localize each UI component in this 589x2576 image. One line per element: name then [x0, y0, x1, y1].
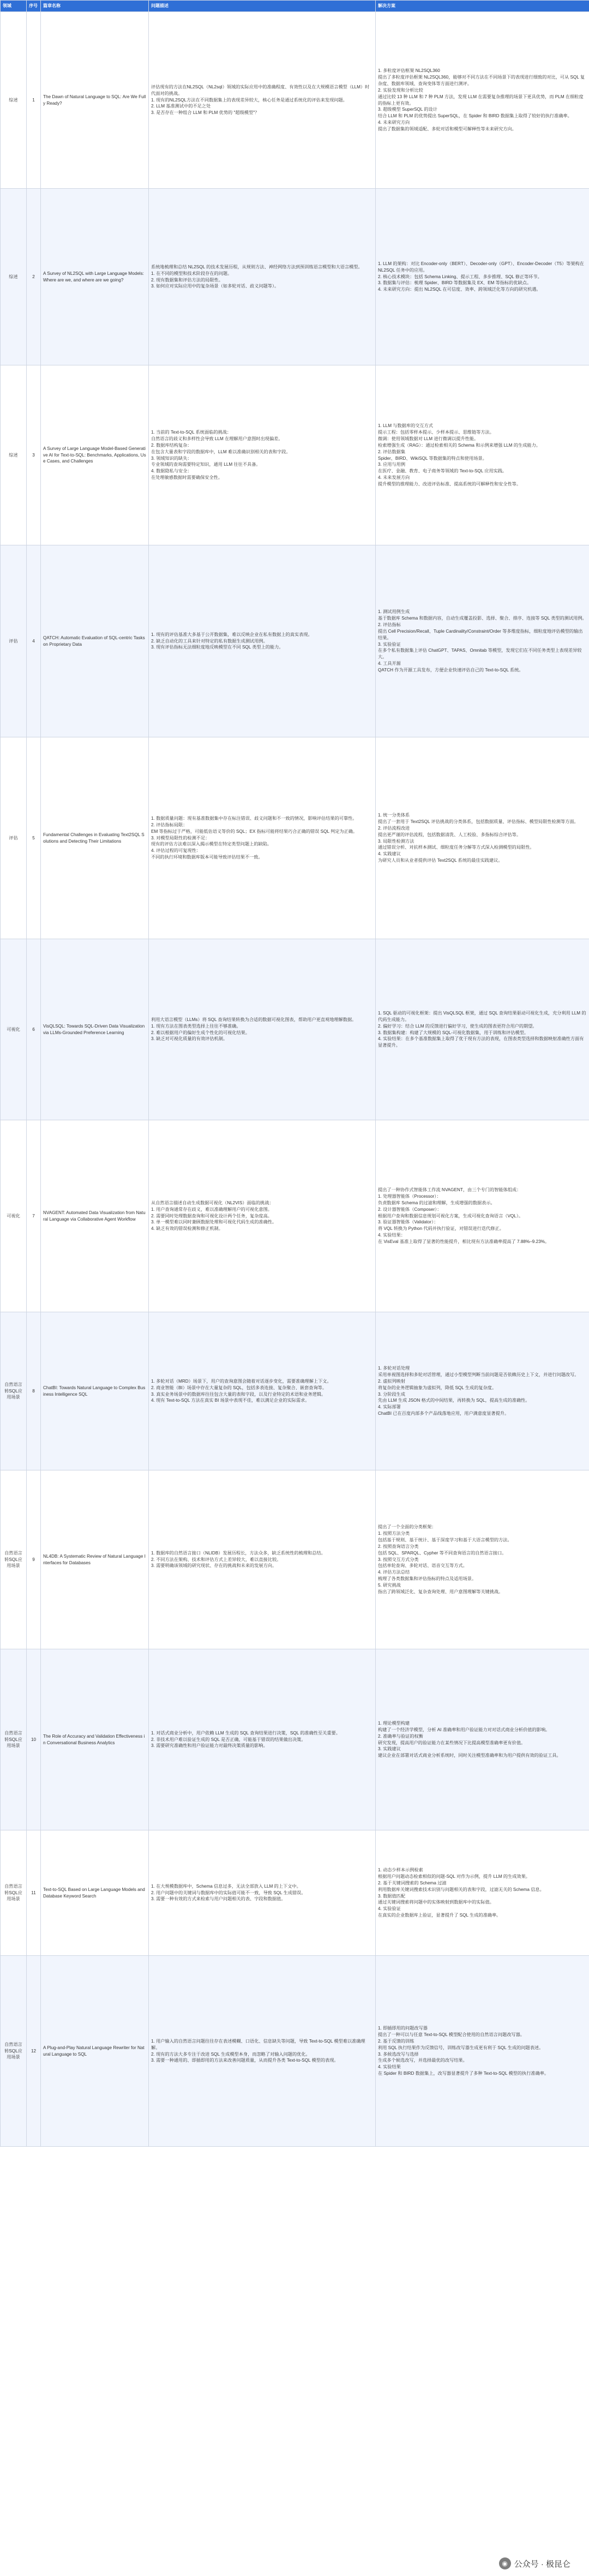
row-description — [149, 12, 376, 189]
description-line: 1. 在不同的模型和技术阶段存在的问题。 — [151, 271, 232, 276]
row-index: 11 — [27, 1830, 41, 1956]
solution-line: 2. 评估指标 — [378, 622, 401, 627]
description-line: 不同的执行环境和数据库版本可能导致评估结果不一致。 — [151, 855, 263, 860]
solution-line: 2. 基于关键词搜索的 Schema 过滤 — [378, 1880, 447, 1886]
solution-line: 负责数据库 Schema 的过滤和理解，生成增强的数据表示。 — [378, 1200, 495, 1205]
description-line: 2. 商业智能（BI）场景中存在大量复杂的 SQL，包括多表连接、复杂聚合、嵌套查询等。 — [151, 1385, 327, 1390]
table-body — [1, 12, 589, 2147]
solution-line: 在 Spider 和 BIRD 数据集上，改写器显著提升了多种 Text-to-SQL 模型的执行准确率。 — [378, 2071, 549, 2076]
table-row — [1, 545, 589, 737]
description-line: 3. 领域知识的缺失： — [151, 455, 192, 461]
solution-line: 4. 实际部署 — [378, 1404, 401, 1410]
solution-line: 基于数据库 Schema 和数据内容，自动生成覆盖投影、选择、聚合、排序、连接等 SQL 类型的测试用例。 — [378, 615, 587, 621]
description-line: 系统地梳理和总结 NL2SQL 的技术发展历程，从规则方法、神经网络方法到预训练语言模型和大语言模型。 — [151, 264, 363, 269]
solution-line: 提升模型的推理能力、改进评估标准、提高系统的可解释性和安全性等。 — [378, 482, 521, 487]
row-index: 8 — [27, 1312, 41, 1470]
description-line: 2. 需要同时处理数据查询和可视化设计两个任务，复杂度高。 — [151, 1213, 272, 1218]
solution-line: 3. 数据值匹配 — [378, 1893, 406, 1899]
solution-line: 根据用户问题动态检索相似的问题-SQL 对作为示例，提升 LLM 的生成效果。 — [378, 1874, 530, 1879]
description-line: 在处理敏感数据时需要确保安全性。 — [151, 475, 223, 481]
row-paper-name: A Plug-and-Play Natural Language Rewriter for Natural Language to SQL — [41, 1956, 149, 2147]
solution-line: 1. 测试用例生成 — [378, 609, 410, 615]
solution-line: 2. 设计器智能体（Composer）： — [378, 1206, 442, 1212]
solution-line: 4. 未来研究方向 — [378, 120, 410, 125]
description-line: 1. 对话式商业分析中，用户依赖 LLM 生成的 SQL 查询结果进行决策，SQL 的准确性至关重要。 — [151, 1730, 340, 1736]
row-description — [149, 365, 376, 545]
description-line: 2. 缺乏自动化的工具来针对特定的私有数据生成测试用例。 — [151, 638, 268, 644]
description-line: 3. 需要一种有效的方式来检索与用户问题相关的表、字段和数据值。 — [151, 1896, 286, 1902]
table-row — [1, 1312, 589, 1470]
solution-line: 在多个私有数据集上评估 ChatGPT、TAPAS、Omnitab 等模型，发现它们在不同任务类型上表现差异较大。 — [378, 648, 582, 660]
description-line: 3. 是否存在一种组合 LLM 和 PLM 优势的 "超级模型"？ — [151, 110, 260, 116]
row-category: 自然语言转SQL应用场景 — [1, 1830, 27, 1956]
description-line: EM 等指标过于严格，可能低估语义等价的 SQL；EX 指标可能将结果巧合正确的错误 SQL 判定为正确。 — [151, 828, 358, 834]
solution-line: 包括基于规则、基于统计、基于深度学习和基于大语言模型的方法。 — [378, 1537, 512, 1542]
solution-line: Spider、BIRD、WikiSQL 等数据集的特点和使用场景。 — [378, 455, 487, 461]
row-description — [149, 1120, 376, 1312]
watermark — [495, 2555, 575, 2572]
solution-line: 5. 研究挑战 — [378, 1583, 401, 1588]
solution-line: 包括单轮查询、多轮对话、语音交互等方式。 — [378, 1563, 467, 1569]
row-description — [149, 1649, 376, 1830]
table-row — [1, 1120, 589, 1312]
solution-line: 根据用户查询和数据信息规划可视化方案，生成可视化查询语言（VQL）。 — [378, 1213, 524, 1218]
description-line: 4. 评估过程的可复现性： — [151, 848, 201, 854]
description-line: 3. 现有评估指标无法细粒度地反映模型在不同 SQL 类型上的能力。 — [151, 645, 284, 650]
solution-line: 2. 按照查询语言分类 — [378, 1544, 419, 1549]
table-header-row — [1, 1, 589, 12]
solution-line: 通过关键词搜索将问题中的实体映射到数据库中的实际值。 — [378, 1900, 494, 1905]
row-solution — [376, 1120, 589, 1312]
table-row — [1, 939, 589, 1120]
wechat-icon: ◉ — [499, 2557, 511, 2569]
description-line: 利用大语言模型（LLMs）将 SQL 查询结果转换为合适的数据可视化图表，帮助用户更直观地理解数据。 — [151, 1017, 357, 1022]
solution-line: 通过错误分析、对抗样本测试、细粒度任务分解等方式深入检测模型的局限性。 — [378, 845, 534, 850]
row-index: 4 — [27, 545, 41, 737]
solution-line: 2. 实验发现和分析比较 — [378, 87, 423, 93]
row-index: 1 — [27, 12, 41, 189]
row-solution — [376, 189, 589, 365]
solution-line: 提出 Cell Precision/Recall、Tuple Cardinality/Constraint/Order 等多维度指标，细粒度地评估模型的输出结果。 — [378, 628, 583, 640]
description-line: 3. 缺乏对可视化质量的有效评估机制。 — [151, 1036, 228, 1042]
header-index: 序号 — [27, 1, 41, 12]
solution-line: 提出了一套用于 Text2SQL 评估挑战的分类体系，包括数据质量、评估指标、模型局限性检测等方面。 — [378, 819, 579, 824]
solution-line: 2. 评估数据集 — [378, 449, 406, 454]
solution-line: 提出了一种可以与任意 Text-to-SQL 模型配合使用的自然语言问题改写器。 — [378, 2032, 525, 2037]
description-line: 1. 在大规模数据库中，Schema 信息过多，无法全部放入 LLM 的上下文中。 — [151, 1883, 301, 1889]
solution-line: 3. 局限性检测方法 — [378, 838, 414, 844]
solution-line: 为研究人员和从业者提供评估 Text2SQL 系统的最佳实践建议。 — [378, 858, 503, 863]
row-index: 7 — [27, 1120, 41, 1312]
table-row — [1, 365, 589, 545]
row-description — [149, 189, 376, 365]
description-line: 1. 多轮对话（MRD）场景下，用户的查询意图会随着对话逐步变化，需要准确理解上下文。 — [151, 1378, 332, 1384]
header-name: 篇章名称 — [41, 1, 149, 12]
row-category: 自然语言转SQL应用场景 — [1, 1956, 27, 2147]
solution-line: 结合 LLM 和 PLM 的优势提出 SuperSQL，在 Spider 和 BIRD 数据集上取得了较好的执行准确率。 — [378, 113, 572, 119]
row-solution — [376, 939, 589, 1120]
row-index: 10 — [27, 1649, 41, 1830]
row-category: 可视化 — [1, 939, 27, 1120]
solution-line: 3. 多候选改写与选择 — [378, 2051, 419, 2057]
table-row — [1, 189, 589, 365]
solution-line: 2. 偏好学习：结合 LLM 的反馈进行偏好学习，使生成的图表更符合用户的期望。 — [378, 1023, 537, 1029]
row-category: 自然语言转SQL应用场景 — [1, 1649, 27, 1830]
row-paper-name: QATCH: Automatic Evaluation of SQL-centric Tasks on Proprietary Data — [41, 545, 149, 737]
table-row — [1, 737, 589, 939]
solution-line: 利用 SQL 执行结果作为反馈信号，训练改写器生成更有利于 SQL 生成的问题表述。 — [378, 2045, 544, 2050]
description-line: 2. LLM 基准测试中的不足之处 — [151, 104, 211, 109]
description-line: 现有的评估方法难以深入揭示模型在特定类型问题上的缺陷。 — [151, 842, 272, 847]
solution-line: 微调：使用领域数据对 LLM 进行微调以提升性能。 — [378, 436, 479, 441]
solution-line: 3. 数据集构建：构建了大规模的 SQL-可视化数据集，用于训练和评估模型。 — [378, 1030, 529, 1035]
row-paper-name: VisQLSQL: Towards SQL-Driven Data Visualization via LLMs-Grounded Preference Learning — [41, 939, 149, 1120]
description-line: 评估现有的方法在NL2SQL（NL2sql）领域的实际应用中的准确程度、有效性以及在大规模语言模型（LLM）时代面对的挑战。 — [151, 84, 370, 96]
solution-line: 1. 多轮对话处理 — [378, 1365, 410, 1371]
row-solution — [376, 1830, 589, 1956]
solution-line: 4. 评估方法总结 — [378, 1570, 410, 1575]
description-line: 1. 现有方法在图表类型选择上往往不够准确。 — [151, 1023, 241, 1029]
watermark-text: 公众号 · 极昆仑 — [514, 2559, 570, 2569]
solution-line: 3. 数据集与评估：梳理 Spider、BIRD 等数据集及 EX、EM 等指标的优缺点。 — [378, 280, 532, 286]
solution-line: 利用数据库关键词搜索技术识别与问题相关的表和字段，过滤无关的 Schema 信息。 — [378, 1887, 544, 1892]
solution-line: 在真实的企业数据库上验证，显著提升了 SQL 生成的准确率。 — [378, 1913, 501, 1918]
solution-line: 提出了一种协作式智能体工作流 NVAGENT，由三个专门的智能体组成： — [378, 1187, 521, 1192]
row-category: 可视化 — [1, 1120, 27, 1312]
solution-line: 2. 核心技术模块：包括 Schema Linking、提示工程、多步推理、SQL 修正等环节。 — [378, 274, 542, 279]
solution-line: 1. 动态少样本示例检索 — [378, 1867, 423, 1872]
row-category: 评估 — [1, 737, 27, 939]
table-row — [1, 1649, 589, 1830]
row-paper-name: The Role of Accuracy and Validation Effectiveness in Conversational Business Analytics — [41, 1649, 149, 1830]
solution-line: 将 VQL 转换为 Python 代码并执行验证，对错误进行迭代修正。 — [378, 1226, 504, 1232]
row-index: 3 — [27, 365, 41, 545]
description-line: 1. 用户输入的自然语言问题往往存在表述模糊、口语化、信息缺失等问题，导致 Text-to-SQL 模型难以准确理解。 — [151, 2038, 365, 2050]
description-line: 2. 用户问题中的关键词与数据库中的实际值可能不一致，导致 SQL 生成错误。 — [151, 1890, 306, 1895]
solution-line: 3. 应用与用例 — [378, 462, 406, 467]
row-paper-name: Text-to-SQL Based on Large Language Models and Database Keyword Search — [41, 1830, 149, 1956]
solution-line: 3. 分阶段生成 — [378, 1391, 406, 1397]
row-category: 综述 — [1, 12, 27, 189]
solution-line: QATCH 作为开源工具发布，方便企业快速评估自己的 Text-to-SQL 系统。 — [378, 668, 524, 673]
description-line: 3. 需要明确该领域的研究现状、存在的挑战和未来的发展方向。 — [151, 1563, 277, 1569]
row-index: 12 — [27, 1956, 41, 2147]
description-line: 2. 非技术用户难以验证生成的 SQL 是否正确，可能基于错误的结果做出决策。 — [151, 1737, 306, 1742]
solution-line: 2. 评估流程改进 — [378, 825, 410, 831]
solution-line: 提出更严谨的评估流程，包括数据清洗、人工校验、多指标综合评估等。 — [378, 832, 521, 837]
table-row — [1, 12, 589, 189]
row-solution — [376, 1956, 589, 2147]
solution-line: 4. 未来发展方向 — [378, 475, 410, 481]
description-line: 专业领域的查询需要特定知识，通用 LLM 往往不具备。 — [151, 462, 261, 467]
table-row — [1, 1470, 589, 1649]
solution-line: 1. 即插即用的问题改写器 — [378, 2025, 428, 2031]
solution-line: 3. 验证器智能体（Validator）： — [378, 1220, 438, 1225]
description-line: 2. 现有的方法大多专注于改进 SQL 生成模型本身，而忽略了对输入问题的优化。 — [151, 2051, 310, 2057]
row-solution — [376, 545, 589, 737]
description-line: 3. 单一模型难以同时兼顾数据处理和可视化代码生成的准确性。 — [151, 1220, 277, 1225]
description-line: 4. 缺乏有效的错误检测和修正机制。 — [151, 1226, 223, 1232]
row-solution — [376, 737, 589, 939]
solution-line: 提示工程：包括零样本提示、少样本提示、思维链等方法。 — [378, 429, 494, 435]
solution-line: 1. 统一分类体系 — [378, 812, 410, 818]
header-category: 领域 — [1, 1, 27, 12]
description-line: 2. 评估指标局限： — [151, 822, 188, 827]
solution-line: 梳理了各类数据集和评估指标的特点及适用场景。 — [378, 1576, 477, 1582]
solution-line: 包括 SQL、SPARQL、Cypher 等不同查询语言的自然语言接口。 — [378, 1550, 507, 1556]
solution-line: 4. 实验结果 — [378, 2064, 401, 2070]
description-line: 4. 现有 Text-to-SQL 方法在真实 BI 场景中表现不佳，难以满足企业的实际需求。 — [151, 1398, 310, 1403]
solution-line: ChatBI 已在百度内部多个产品线落地应用，用户满意度显著提升。 — [378, 1411, 509, 1416]
solution-line: 2. 虚拟列映射 — [378, 1378, 406, 1384]
row-paper-name: The Dawn of Natural Language to SQL: Are We Fully Ready? — [41, 12, 149, 189]
description-line: 1. 现有的评估基准大多基于公开数据集，难以反映企业在私有数据上的真实表现。 — [151, 632, 312, 637]
solution-line: 1. LLM 的架构：对比 Encoder-only（BERT）、Decoder-only（GPT）、Encoder-Decoder（T5）等架构在 NL2SQL 任务中的应用。 — [378, 261, 584, 273]
solution-line: 在医疗、金融、教育、电子商务等领域的 Text-to-SQL 应用实践。 — [378, 469, 507, 474]
solution-line: 1. 多粒度评估框架 NL2SQL360 — [378, 68, 440, 74]
row-description — [149, 939, 376, 1120]
solution-line: 4. 实验结果：在多个基准数据集上取得了优于现有方法的表现，在图表类型选择和数据映射准确性方面有显著提升。 — [378, 1036, 584, 1048]
solution-line: 生成多个候选改写，并选择最优的改写结果。 — [378, 2058, 467, 2063]
solution-line: 构建了一个经济学模型，分析 AI 准确率和用户验证能力对对话式商业分析价值的影响。 — [378, 1727, 550, 1732]
row-paper-name: NL4DB: A Systematic Review of Natural Language Interfaces for Databases — [41, 1470, 149, 1649]
solution-line: 1. 处理器智能体（Processor）： — [378, 1193, 441, 1199]
row-solution — [376, 12, 589, 189]
row-category: 综述 — [1, 365, 27, 545]
row-description — [149, 545, 376, 737]
description-line: 1. 当前的 Text-to-SQL 系统面临的挑战： — [151, 429, 232, 435]
description-line: 4. 数据隐私与安全： — [151, 469, 192, 474]
solution-line: 4. 实践建议 — [378, 851, 401, 857]
header-description: 问题描述 — [149, 1, 376, 12]
description-line: 在包含大量表和字段的数据库中，LLM 难以准确识别相关的表和字段。 — [151, 449, 291, 454]
row-solution — [376, 1470, 589, 1649]
solution-line: 提出了一个全面的分类框架： — [378, 1524, 436, 1530]
row-description — [149, 1956, 376, 2147]
solution-line: 3. 实践建议 — [378, 1746, 401, 1752]
row-solution — [376, 365, 589, 545]
description-line: 3. 需要一种通用的、即插即用的方法来改善问题质量，从而提升各类 Text-to-SQL 模型的表现。 — [151, 2058, 339, 2063]
description-line: 从自然语言描述自动生成数据可视化（NL2VIS）面临的挑战： — [151, 1200, 274, 1205]
description-line: 2. 数据库结构复杂： — [151, 442, 192, 448]
row-category: 评估 — [1, 545, 27, 737]
description-line: 1. 现有的NL2SQL方法在不同数据集上的表现差异较大，核心任务是通过系统化的评估来发现问题。 — [151, 97, 347, 103]
row-category: 自然语言转SQL应用场景 — [1, 1312, 27, 1470]
row-index: 5 — [27, 737, 41, 939]
description-line: 3. 对模型局限性的检测不足： — [151, 835, 210, 840]
row-description — [149, 1470, 376, 1649]
solution-line: 在 VisEval 基准上取得了显著的性能提升，相比现有方法准确率提高了 7.88%–9.23%。 — [378, 1239, 550, 1245]
solution-line: 3. 超级模型 SuperSQL 的设计 — [378, 107, 437, 112]
description-line: 1. 数据库的自然语言接口（NLIDB）发展历程长，方法众多，缺乏系统性的梳理和总结。 — [151, 1550, 326, 1556]
row-category: 自然语言转SQL应用场景 — [1, 1470, 27, 1649]
solution-line: 3. 实验验证 — [378, 641, 401, 647]
solution-line: 建议企业在部署对话式商业分析系统时，同时关注模型准确率和为用户提供有效的验证工具。 — [378, 1753, 561, 1758]
solution-line: 1. SQL 驱动的可视化框架：提出 VisQLSQL 框架，通过 SQL 查询结果驱动可视化生成，充分利用 LLM 的代码生成能力。 — [378, 1010, 586, 1022]
solution-line: 4. 实验验证 — [378, 1906, 401, 1912]
description-line: 2. 不同方法在架构、技术和评估方式上差异较大，难以直接比较。 — [151, 1557, 281, 1562]
solution-line: 4. 工具开源 — [378, 661, 401, 666]
row-paper-name: NVAGENT: Automated Data Visualization from Natural Language via Collaborative Agent Workflow — [41, 1120, 149, 1312]
description-line: 3. 需要研究准确性和用户验证能力对最终决策质量的影响。 — [151, 1743, 268, 1749]
description-line: 3. 如何应对实际应用中的复杂场景（如多轮对话、歧义问题等）。 — [151, 284, 279, 289]
row-description — [149, 1830, 376, 1956]
solution-line: 先由 LLM 生成 JSON 格式的中间结果，再转换为 SQL，提高生成的准确性。 — [378, 1398, 530, 1403]
solution-line: 4. 实验结果： — [378, 1233, 406, 1238]
solution-line: 采用单视图选择和多轮对话管理，通过小型模型判断当前问题是否依赖历史上下文，并进行问题改写。 — [378, 1372, 579, 1377]
row-category: 综述 — [1, 189, 27, 365]
description-line: 3. 真实业务场景中的数据库往往包含大量的表和字段，以及行业特定的术语和业务逻辑。 — [151, 1391, 326, 1397]
solution-line: 1. 按照方法分类 — [378, 1530, 410, 1536]
row-description — [149, 737, 376, 939]
row-index: 6 — [27, 939, 41, 1120]
solution-line: 研究发现，提高用户的验证能力在某些情况下比提高模型准确率更有价值。 — [378, 1740, 526, 1745]
row-solution — [376, 1649, 589, 1830]
row-paper-name: Fundamental Challenges in Evaluating Text2SQL Solutions and Detecting Their Limitations — [41, 737, 149, 939]
solution-line: 提出了多粒度评估框架 NL2SQL360，能够对不同方法在不同场景下的表现进行细致的对比，可从 SQL 复杂度、数据库领域、查询变体等方面进行测评。 — [378, 74, 585, 86]
description-line: 2. 现有数据集和评估方法的局限性。 — [151, 277, 223, 283]
solution-line: 指出了跨领域泛化、复杂查询处理、用户意图理解等关键挑战。 — [378, 1589, 503, 1594]
solution-line: 将复杂的业务逻辑抽象为虚拟列，降低 SQL 生成的复杂度。 — [378, 1385, 497, 1390]
solution-line: 1. LLM 与数据库的交互方式 — [378, 423, 433, 429]
solution-line: 2. 基于反馈的训练 — [378, 2038, 414, 2044]
solution-line: 1. 理论模型构建 — [378, 1720, 410, 1726]
solution-line: 检索增强生成（RAG）：通过检索相关的 Schema 和示例来增强 LLM 的生成能力。 — [378, 442, 540, 448]
solution-line: 4. 未来研究方向：提出 NL2SQL 在可信度、效率、跨领域泛化等方向的研究机遇。 — [378, 287, 541, 292]
row-paper-name: A Survey of NL2SQL with Large Language Models: Where are we, and where are we going? — [41, 189, 149, 365]
row-paper-name: A Survey of Large Language Model-Based Generative AI for Text-to-SQL: Benchmarks, Applications, Use Cases, and Challenges — [41, 365, 149, 545]
row-solution — [376, 1312, 589, 1470]
row-paper-name: ChatBI: Towards Natural Language to Complex Business Intelligence SQL — [41, 1312, 149, 1470]
table-row — [1, 1830, 589, 1956]
description-line: 自然语言的歧义和多样性会导致 LLM 在理解用户意图时出现偏差。 — [151, 436, 283, 441]
description-line: 1. 数据质量问题：现有基准数据集中存在标注错误、歧义问题和不一致的情况，影响评估结果的可靠性。 — [151, 815, 357, 821]
solution-line: 提出了数据集的领域适配、多轮对话和模型可解释性等未来研究方向。 — [378, 127, 516, 132]
description-line: 1. 用户查询通常存在歧义，难以准确理解用户的可视化意图。 — [151, 1206, 272, 1212]
table-row — [1, 1956, 589, 2147]
row-index: 9 — [27, 1470, 41, 1649]
solution-line: 3. 按照交互方式分类 — [378, 1557, 419, 1562]
row-index: 2 — [27, 189, 41, 365]
row-description — [149, 1312, 376, 1470]
description-line: 2. 难以根据用户的偏好生成个性化的可视化结果。 — [151, 1030, 250, 1035]
solution-line: 通过比较 13 种 LLM 和 7 种 PLM 方法，发现 LLM 在需要复杂推理的场景下更具优势，而 PLM 在细粒度的指标上更有效。 — [378, 94, 584, 106]
header-solution: 解决方案 — [376, 1, 589, 12]
solution-line: 2. 准确率与验证的权衡 — [378, 1733, 423, 1739]
